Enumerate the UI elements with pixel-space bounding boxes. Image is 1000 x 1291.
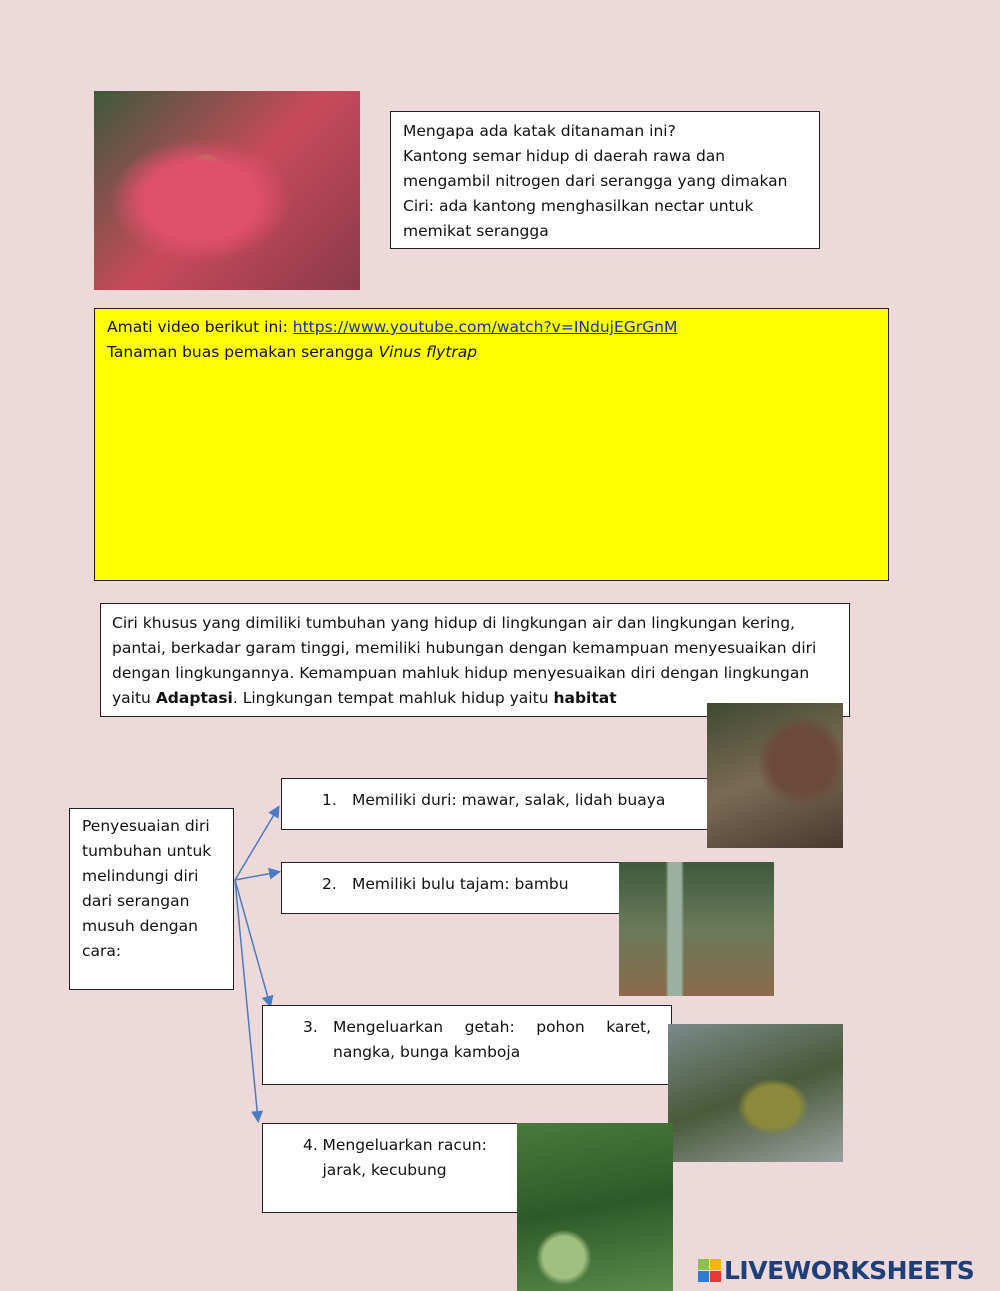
text-line: mengambil nitrogen dari serangga yang dimakan (403, 172, 788, 190)
paragraph-text: . Lingkungan tempat mahluk hidup yaitu (232, 689, 554, 707)
video-caption: Tanaman buas pemakan serangga (107, 343, 379, 361)
text-line: Ciri: ada kantong menghasilkan nectar untuk (403, 197, 754, 215)
text-line: Kantong semar hidup di daerah rawa dan (403, 147, 726, 165)
item-2-box (281, 862, 620, 914)
arrow-2 (235, 872, 278, 880)
jarak-kecubung-photo (517, 1123, 673, 1291)
arrow-1 (235, 808, 278, 880)
item-number: 4. (303, 1136, 318, 1154)
text-line: memikat serangga (403, 222, 549, 240)
plant-name: Vinus flytrap (378, 343, 478, 361)
item-text: Memiliki bulu tajam: bambu (352, 875, 569, 893)
item-text: Mengeluarkan getah: pohon karet, nangka, bunga kamboja (333, 1018, 651, 1061)
term-adaptasi: Adaptasi (155, 689, 233, 707)
item-1-box (281, 778, 708, 830)
live-badge-icon (698, 1259, 721, 1282)
item-number: 1. (322, 791, 337, 809)
video-link[interactable]: https://www.youtube.com/watch?v=INdujEGrGnM (292, 318, 678, 336)
term-habitat: habitat (553, 689, 617, 707)
jackfruit-photo (668, 1024, 843, 1162)
arrow-4 (235, 880, 258, 1120)
paragraph-text: Ciri khusus yang dimiliki tumbuhan yang hidup di lingkungan air dan lingkungan kering, pantai, berkadar garam tinggi, memiliki hubungan dengan kemampuan menyesuaikan diri dengan lingkungannya. Kemampuan mahluk hidup menyesuaikan diri dengan lingkungan yaitu (112, 614, 817, 707)
item-number: 2. (322, 875, 337, 893)
item-text: Memiliki duri: mawar, salak, lidah buaya (352, 791, 666, 809)
salak-photo (707, 703, 843, 848)
defense-intro-text: Penyesuaian diri tumbuhan untuk melindungi diri dari serangan musuh dengan cara: (82, 817, 212, 960)
liveworksheets-logo (698, 1256, 974, 1285)
item-3-box (262, 1005, 672, 1085)
item-4-box (262, 1123, 518, 1213)
item-number: 3. (303, 1018, 318, 1036)
bamboo-photo (619, 862, 774, 996)
item-text: Mengeluarkan racun: jarak, kecubung (322, 1136, 487, 1179)
text-line: Mengapa ada katak ditanaman ini? (403, 122, 676, 140)
video-intro: Amati video berikut ini: (107, 318, 293, 336)
logo-text: LIVEWORKSHEETS (724, 1256, 975, 1285)
